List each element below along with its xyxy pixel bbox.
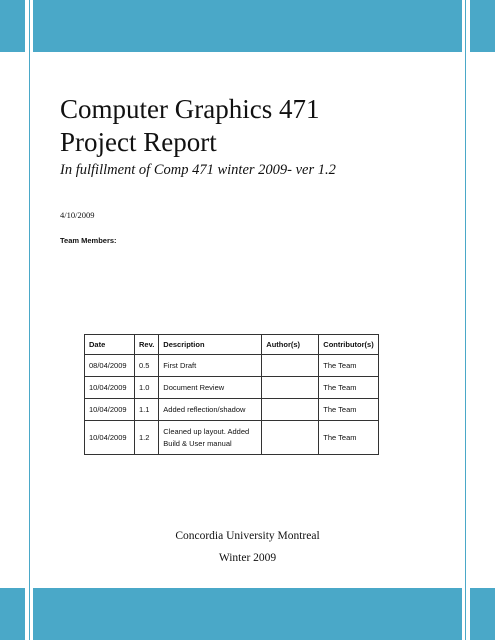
report-date: 4/10/2009 [60, 210, 95, 220]
bottom-bar-left-segment [0, 588, 25, 640]
cell-rev: 1.1 [135, 399, 159, 421]
title-line-2: Project Report [60, 127, 217, 157]
table-header-row [85, 335, 379, 355]
cell-author [262, 399, 319, 421]
term-label: Winter 2009 [218, 552, 277, 564]
bottom-bar-right-segment [470, 588, 495, 640]
cell-rev: 1.0 [135, 377, 159, 399]
cell-rev: 0.5 [135, 355, 159, 377]
cell-author [262, 377, 319, 399]
description-line-1: Cleaned up layout. Added [163, 426, 250, 436]
table-row [85, 355, 379, 377]
cell-author [262, 421, 319, 455]
cell-contributor: The Team [319, 421, 378, 455]
top-bar-middle-segment [33, 0, 462, 52]
header-description: Description [159, 335, 262, 355]
university-name: Concordia University Montreal [175, 530, 320, 542]
header-date: Date [85, 335, 135, 355]
top-decorative-bar [0, 0, 495, 52]
cell-contributor: The Team [319, 377, 378, 399]
cell-description: First Draft [159, 355, 262, 377]
cell-date: 10/04/2009 [85, 421, 135, 455]
cell-date: 08/04/2009 [85, 355, 135, 377]
left-border-line [29, 0, 30, 640]
header-rev: Rev. [135, 335, 159, 355]
title-line-1: Computer Graphics 471 [60, 94, 320, 124]
team-members-label: Team Members: [60, 236, 117, 245]
top-bar-right-segment [470, 0, 495, 52]
table-row [85, 377, 379, 399]
table-row [85, 421, 379, 455]
report-title [60, 93, 319, 159]
header-contributors: Contributor(s) [319, 335, 378, 355]
revision-history-table [84, 334, 379, 455]
top-bar-left-segment [0, 0, 25, 52]
cell-author [262, 355, 319, 377]
bottom-decorative-bar [0, 588, 495, 640]
cell-description [159, 421, 262, 455]
cell-description: Document Review [159, 377, 262, 399]
table-row [85, 399, 379, 421]
description-line-2: Build & User manual [163, 438, 232, 448]
header-authors: Author(s) [262, 335, 319, 355]
cell-contributor: The Team [319, 355, 378, 377]
cell-rev: 1.2 [135, 421, 159, 455]
cell-description: Added reflection/shadow [159, 399, 262, 421]
report-subtitle: In fulfillment of Comp 471 winter 2009- ver 1.2 [60, 162, 336, 178]
right-border-line [465, 0, 466, 640]
bottom-bar-middle-segment [33, 588, 462, 640]
cell-date: 10/04/2009 [85, 399, 135, 421]
cell-contributor: The Team [319, 399, 378, 421]
cell-date: 10/04/2009 [85, 377, 135, 399]
